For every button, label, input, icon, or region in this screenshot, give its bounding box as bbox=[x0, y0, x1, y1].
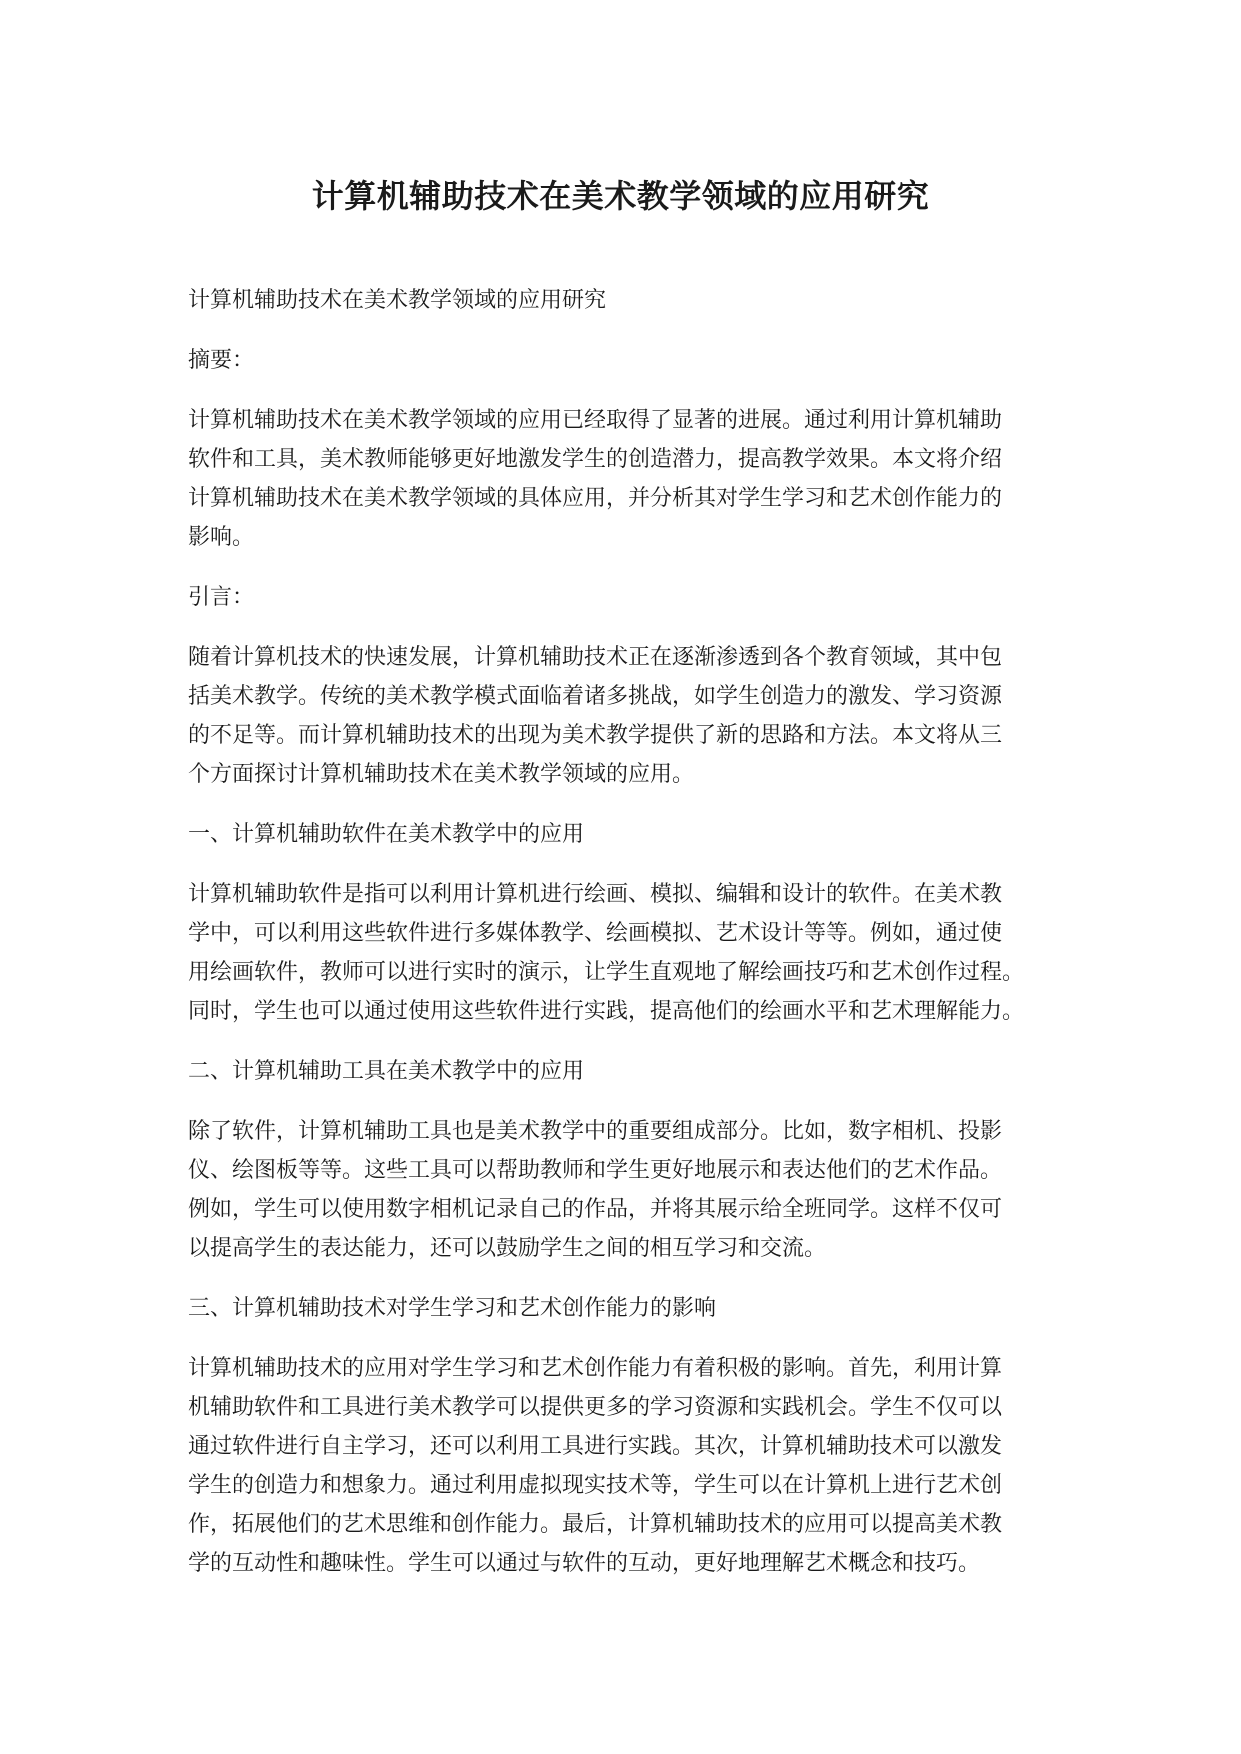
intro-line: 括美术教学。传统的美术教学模式面临着诸多挑战，如学生创造力的激发、学习资源 bbox=[188, 684, 1003, 709]
section3-line: 学的互动性和趣味性。学生可以通过与软件的互动，更好地理解艺术概念和技巧。 bbox=[188, 1551, 981, 1576]
abstract-line: 计算机辅助技术在美术教学领域的应用已经取得了显著的进展。通过利用计算机辅助 bbox=[188, 408, 1003, 433]
intro-paragraph bbox=[188, 638, 1068, 794]
section3-line: 学生的创造力和想象力。通过利用虚拟现实技术等，学生可以在计算机上进行艺术创 bbox=[188, 1473, 1003, 1498]
section3-heading: 三、计算机辅助技术对学生学习和艺术创作能力的影响 bbox=[188, 1296, 717, 1321]
abstract-line: 软件和工具，美术教师能够更好地激发学生的创造潜力，提高教学效果。本文将介绍 bbox=[188, 447, 1003, 472]
section1-line: 计算机辅助软件是指可以利用计算机进行绘画、模拟、编辑和设计的软件。在美术教 bbox=[188, 882, 1003, 907]
abstract-heading: 摘要： bbox=[188, 348, 255, 373]
intro-line: 个方面探讨计算机辅助技术在美术教学领域的应用。 bbox=[188, 762, 695, 787]
section2-line: 仪、绘图板等等。这些工具可以帮助教师和学生更好地展示和表达他们的艺术作品。 bbox=[188, 1158, 1003, 1183]
intro-line: 随着计算机技术的快速发展，计算机辅助技术正在逐渐渗透到各个教育领域，其中包 bbox=[188, 645, 1003, 670]
document-title: 计算机辅助技术在美术教学领域的应用研究 bbox=[311, 177, 930, 215]
section1-heading: 一、计算机辅助软件在美术教学中的应用 bbox=[188, 822, 585, 847]
abstract-line: 影响。 bbox=[188, 525, 255, 550]
section2-paragraph bbox=[188, 1112, 1068, 1268]
section3-line: 计算机辅助技术的应用对学生学习和艺术创作能力有着积极的影响。首先，利用计算 bbox=[188, 1356, 1003, 1381]
abstract-line: 计算机辅助技术在美术教学领域的具体应用，并分析其对学生学习和艺术创作能力的 bbox=[188, 486, 1003, 511]
section1-line: 用绘画软件，教师可以进行实时的演示，让学生直观地了解绘画技巧和艺术创作过程。 bbox=[188, 960, 1025, 985]
document-body bbox=[188, 281, 1068, 1604]
section3-paragraph bbox=[188, 1349, 1068, 1583]
intro-line: 的不足等。而计算机辅助技术的出现为美术教学提供了新的思路和方法。本文将从三 bbox=[188, 723, 1003, 748]
section2-line: 除了软件，计算机辅助工具也是美术教学中的重要组成部分。比如，数字相机、投影 bbox=[188, 1119, 1003, 1144]
section1-line: 同时，学生也可以通过使用这些软件进行实践，提高他们的绘画水平和艺术理解能力。 bbox=[188, 999, 1025, 1024]
abstract-paragraph bbox=[188, 401, 1068, 557]
section3-line: 通过软件进行自主学习，还可以利用工具进行实践。其次，计算机辅助技术可以激发 bbox=[188, 1434, 1003, 1459]
section2-heading: 二、计算机辅助工具在美术教学中的应用 bbox=[188, 1059, 585, 1084]
intro-heading: 引言： bbox=[188, 585, 255, 610]
section3-line: 机辅助软件和工具进行美术教学可以提供更多的学习资源和实践机会。学生不仅可以 bbox=[188, 1395, 1003, 1420]
section1-line: 学中，可以利用这些软件进行多媒体教学、绘画模拟、艺术设计等等。例如，通过使 bbox=[188, 921, 1003, 946]
subtitle: 计算机辅助技术在美术教学领域的应用研究 bbox=[188, 288, 607, 313]
section2-line: 以提高学生的表达能力，还可以鼓励学生之间的相互学习和交流。 bbox=[188, 1236, 827, 1261]
section2-line: 例如，学生可以使用数字相机记录自己的作品，并将其展示给全班同学。这样不仅可 bbox=[188, 1197, 1003, 1222]
section1-paragraph bbox=[188, 875, 1068, 1031]
section3-line: 作，拓展他们的艺术思维和创作能力。最后，计算机辅助技术的应用可以提高美术教 bbox=[188, 1512, 1003, 1537]
